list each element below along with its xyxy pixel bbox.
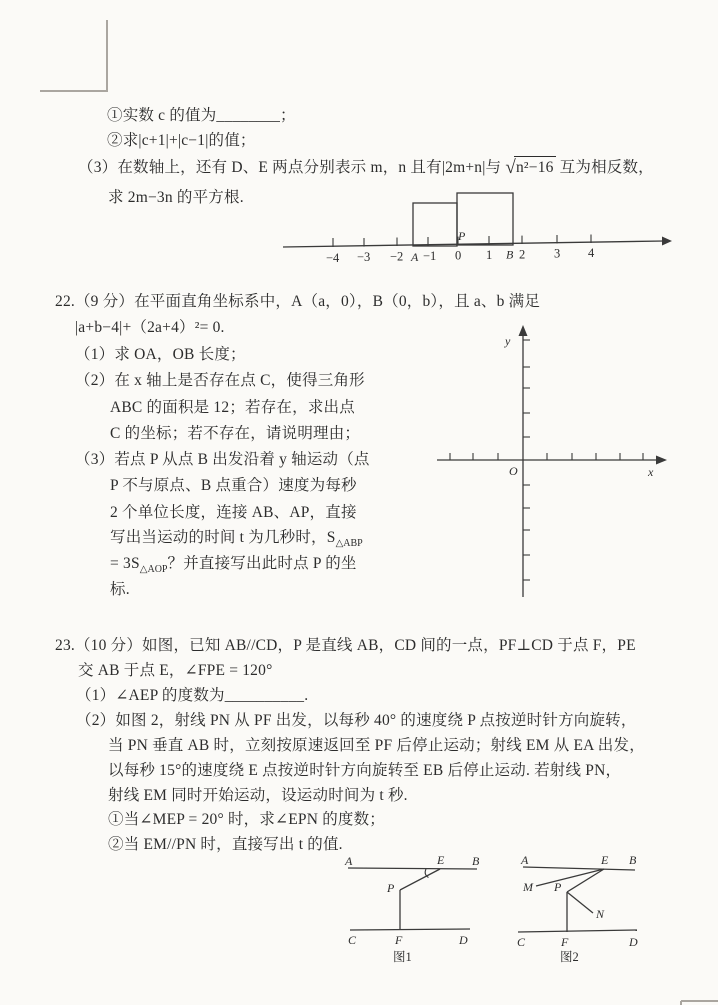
x-axis-arrowhead [656, 456, 667, 465]
x-axis-ticks [450, 453, 643, 460]
q21-sub2-line: ②求|c+1|+|c−1|的值； [107, 132, 256, 149]
fig2-label-e: E [601, 853, 609, 867]
tick-label-2: 2 [519, 247, 526, 262]
fig1-line-ab [348, 868, 477, 869]
origin-label: O [509, 464, 518, 478]
fig2-label-m: M [523, 880, 533, 894]
fig1-label-b: B [472, 854, 480, 868]
q23-stem-line1: 23.（10 分）如图，已知 AB//CD，P 是直线 AB，CD 间的一点，PF⊥CD 于点 F，PE [55, 637, 636, 654]
scan-corner-mark-bottom-right [670, 995, 718, 1005]
scan-corner-mark-top-left [0, 0, 120, 100]
q22-part3-line3: 2 个单位长度，连接 AB、AP，直接 [110, 504, 357, 521]
numberline-arrowhead [662, 237, 672, 246]
q21-sub1-blank-line: ①实数 c 的值为________； [107, 107, 296, 124]
q21-part3-text-pre: （3）在数轴上，还有 D、E 两点分别表示 m，n 且有|2m+n|与 [78, 159, 502, 176]
axes-figure [437, 323, 677, 608]
fig2-label-f: F [561, 935, 569, 949]
tick-label-neg4: −4 [326, 251, 340, 265]
y-axis-label: y [505, 334, 511, 348]
q23-sub2-line: ②当 EM//PN 时，直接写出 t 的值. [108, 836, 343, 853]
tick-label-neg3: −3 [357, 250, 371, 264]
fig2-ray-pn [567, 892, 593, 913]
sqrt-radicand: n²−16 [514, 156, 556, 178]
q21-part3-line [78, 156, 654, 178]
x-axis-label: x [648, 465, 654, 479]
fig2-ray-em [536, 869, 604, 886]
tick-label-3: 3 [554, 246, 561, 261]
q22-line5-text-a: = 3S [110, 555, 140, 572]
q23-part2-line3: 以每秒 15°的速度绕 E 点按逆时针方向旋转至 EB 后停止运动. 若射线 PN， [108, 762, 622, 779]
q22-part3-line4 [110, 528, 363, 550]
q23-part2-line2: 当 PN 垂直 AB 时，立刻按原速返回至 PF 后停止运动；射线 EM 从 EA 出发， [108, 737, 645, 754]
q22-part2-line1: （2）在 x 轴上是否存在点 C，使得三角形 [75, 372, 365, 389]
point-label-b: B [506, 247, 514, 262]
q22-part1-line: （1）求 OA，OB 长度； [75, 346, 246, 363]
tick-label-neg1: −1 [423, 249, 437, 263]
q22-line5-subscript: △AOP [139, 563, 168, 575]
q22-line4-text: 写出当运动的时间 t 为几秒时，S [110, 529, 336, 546]
q23-sub1-line: ①当∠MEP = 20° 时，求∠EPN 的度数； [108, 811, 385, 828]
q21-part3-text-post: 互为相反数， [559, 159, 654, 176]
q21-part3-line2: 求 2m−3n 的平方根. [108, 189, 244, 206]
fig2-label-c: C [517, 935, 526, 949]
fig1-label-e: E [437, 853, 445, 867]
large-square [457, 193, 513, 245]
numberline-figure [278, 183, 678, 268]
fig1-label-a: A [345, 854, 353, 868]
q22-part3-line6: 标. [110, 581, 130, 598]
q23-part2-line1: （2）如图 2，射线 PN 从 PF 出发，以每秒 40° 的速度绕 P 点按逆时针方向旋转， [76, 712, 637, 729]
fig2-label-n: N [596, 907, 605, 921]
fig2-line-ab [523, 867, 635, 870]
tick-label-1: 1 [486, 248, 493, 262]
sqrt-radical-sign: √ [505, 157, 516, 178]
q22-part2-line2: ABC 的面积是 12；若存在，求出点 [110, 399, 355, 416]
fig2-label-b: B [629, 853, 637, 867]
fig2-caption: 图2 [560, 950, 579, 964]
q22-line4-subscript: △ABP [335, 537, 363, 549]
q22-stem-line1: 22.（9 分）在平面直角坐标系中，A（a，0），B（0，b），且 a、b 满足 [55, 293, 541, 310]
tick-label-neg2: −2 [390, 249, 404, 264]
figure-2 [507, 853, 657, 968]
q22-part3-line1: （3）若点 P 从点 B 出发沿着 y 轴运动（点 [75, 451, 370, 468]
q23-stem-line2: 交 AB 于点 E，∠FPE = 120° [78, 662, 273, 679]
q22-part3-line2: P 不与原点、B 点重合）速度为每秒 [110, 477, 357, 494]
q22-line5-text-b: ？并直接写出此时点 P 的坐 [167, 555, 357, 572]
q22-part3-line5 [110, 554, 357, 576]
fig2-line-cd [518, 930, 637, 932]
numberline-axis [283, 241, 664, 247]
fig2-label-d: D [629, 935, 638, 949]
q22-part2-line3: C 的坐标；若不存在，请说明理由； [110, 425, 361, 442]
fig1-label-c: C [348, 933, 357, 947]
fig1-caption: 图1 [393, 950, 412, 964]
fig2-label-a: A [521, 853, 529, 867]
fig1-segment-ep [400, 869, 440, 890]
tick-label-4: 4 [588, 246, 595, 260]
fig2-segment-ep [567, 869, 604, 892]
fig1-label-d: D [459, 933, 468, 947]
point-label-p: P [458, 229, 466, 243]
point-label-a: A [411, 250, 419, 264]
tick-label-0: 0 [455, 248, 462, 263]
fig1-label-f: F [395, 933, 403, 947]
fig1-line-cd [350, 929, 470, 930]
q23-part2-line4: 射线 EM 同时开始运动，设运动时间为 t 秒. [108, 787, 408, 804]
fig1-label-p: P [387, 881, 395, 895]
figure-1 [337, 853, 487, 968]
q22-equation-line: |a+b−4|+（2a+4）²= 0. [75, 319, 225, 336]
q23-part1-blank-line: （1）∠AEP 的度数为__________. [76, 687, 309, 704]
fig2-label-p: P [554, 880, 562, 894]
small-square [413, 203, 457, 246]
y-axis-arrowhead [519, 325, 528, 336]
